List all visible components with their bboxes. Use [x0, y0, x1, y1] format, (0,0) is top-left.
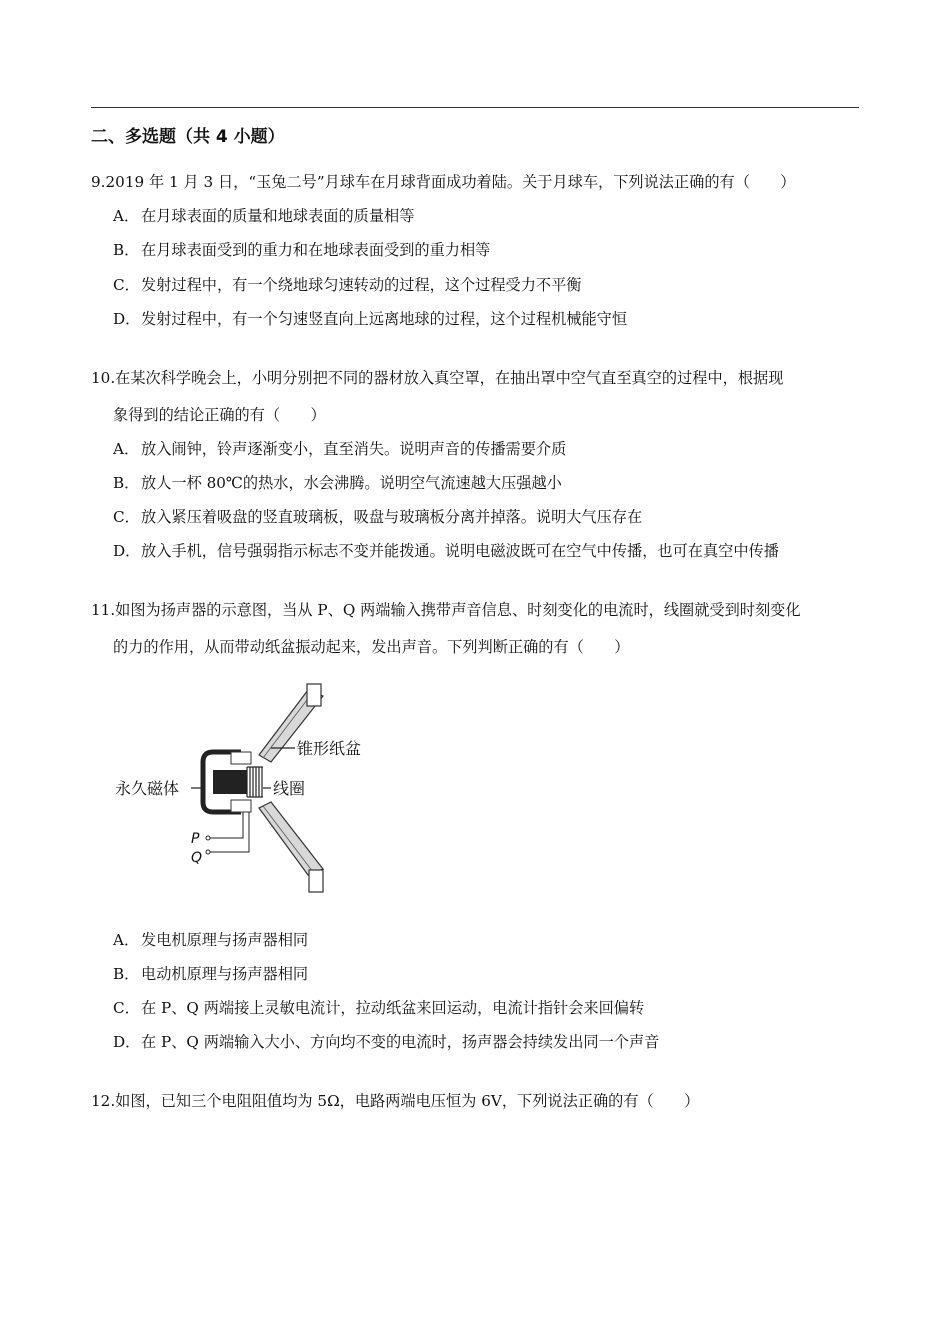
question-10-option-a[interactable] [113, 439, 566, 459]
wire-p [209, 812, 243, 838]
magnet-core [213, 770, 247, 794]
question-9-option-d[interactable] [113, 309, 627, 329]
cone-lower-rim [309, 870, 323, 892]
option-letter: C． [113, 276, 140, 294]
question-9-stem: 9.2019 年 1 月 3 日，“玉兔二号”月球车在月球背面成功着陆。关于月球车，下列说法正确的有（ ） [91, 173, 796, 191]
cone-lower-edge [263, 806, 313, 872]
label-coil: 线圈 [273, 779, 306, 798]
label-cone: 锥形纸盆 [297, 739, 362, 758]
option-letter: A． [113, 931, 140, 949]
question-9-option-a[interactable] [113, 206, 414, 226]
option-letter: C． [113, 999, 140, 1017]
label-q: Q [191, 850, 203, 866]
question-11-stem-line2: 的力的作用，从而带动纸盆振动起来，发出声音。下列判断正确的有（ ） [113, 638, 630, 656]
option-text: 放入紧压着吸盘的竖直玻璃板，吸盘与玻璃板分离并掉落。说明大气压存在 [141, 508, 643, 526]
option-text: 发射过程中，有一个绕地球匀速转动的过程，这个过程受力不平衡 [141, 276, 582, 294]
question-10-stem-line1: 10.在某次科学晚会上，小明分别把不同的器材放入真空罩，在抽出罩中空气直至真空的过程中，根据现 [91, 369, 784, 387]
question-10-option-d[interactable] [113, 541, 779, 561]
option-text: 电动机原理与扬声器相同 [141, 965, 309, 983]
option-letter: B． [113, 241, 140, 259]
label-magnet: 永久磁体 [115, 779, 180, 798]
option-text: 发射过程中，有一个匀速竖直向上远离地球的过程，这个过程机械能守恒 [141, 310, 627, 328]
speaker-diagram [113, 670, 373, 900]
coil-icon [247, 767, 263, 797]
question-10-stem-line2: 象得到的结论正确的有（ ） [113, 406, 326, 424]
option-letter: D． [113, 1033, 141, 1051]
magnet-pole-bottom [231, 800, 251, 812]
label-p: P [191, 831, 200, 847]
option-text: 在月球表面受到的重力和在地球表面受到的重力相等 [141, 241, 491, 259]
speaker-diagram-svg [113, 670, 373, 900]
question-11-stem-line1: 11.如图为扬声器的示意图，当从 P、Q 两端输入携带声音信息、时刻变化的电流时，线圈就受到时刻变化 [91, 601, 801, 619]
terminal-q [206, 850, 210, 854]
question-11-option-b[interactable] [113, 964, 308, 984]
question-11-option-c[interactable] [113, 998, 644, 1018]
cone-upper-rim [307, 684, 321, 706]
option-text: 在月球表面的质量和地球表面的质量相等 [141, 207, 415, 225]
option-text: 放入手机，信号强弱指示标志不变并能拨通。说明电磁波既可在空气中传播，也可在真空中传播 [141, 542, 779, 560]
question-9-option-c[interactable] [113, 275, 581, 295]
magnet-pole-top [231, 752, 251, 764]
option-letter: A． [113, 440, 140, 458]
question-9-option-b[interactable] [113, 240, 490, 260]
option-letter: D． [113, 310, 141, 328]
option-letter: B． [113, 474, 140, 492]
option-letter: C． [113, 508, 140, 526]
option-letter: B． [113, 965, 140, 983]
option-text: 发电机原理与扬声器相同 [141, 931, 309, 949]
option-letter: D． [113, 542, 141, 560]
option-text: 放人一杯 80℃的热水，水会沸腾。说明空气流速越大压强越小 [141, 474, 562, 492]
option-text: 在 P、Q 两端接上灵敏电流计，拉动纸盆来回运动，电流计指针会来回偏转 [141, 999, 645, 1017]
question-12-stem: 12.如图，已知三个电阻阻值均为 5Ω，电路两端电压恒为 6V，下列说法正确的有（ ） [91, 1092, 700, 1110]
option-text: 放入闹钟，铃声逐渐变小，直至消失。说明声音的传播需要介质 [141, 440, 567, 458]
option-text: 在 P、Q 两端输入大小、方向均不变的电流时，扬声器会持续发出同一个声音 [141, 1033, 660, 1051]
question-11-option-a[interactable] [113, 930, 308, 950]
question-10-option-b[interactable] [113, 473, 562, 493]
option-letter: A． [113, 207, 140, 225]
section-title: 二、多选题（共 4 小题） [91, 127, 285, 147]
question-10-option-c[interactable] [113, 507, 642, 527]
question-11-option-d[interactable] [113, 1032, 659, 1052]
terminal-p [206, 836, 210, 840]
header-rule [91, 107, 859, 108]
